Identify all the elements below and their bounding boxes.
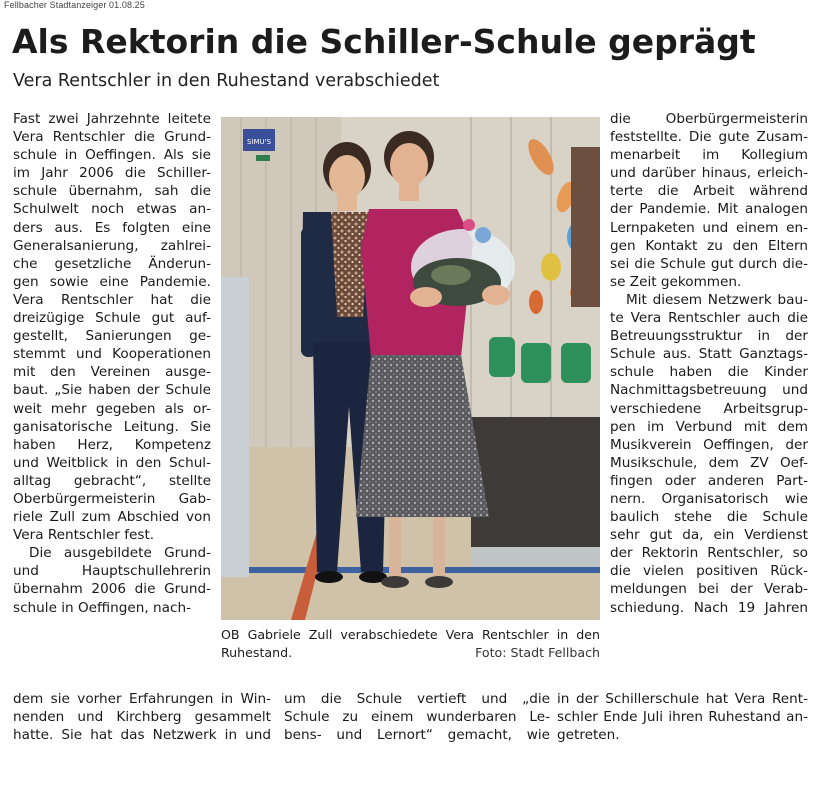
text-line: schule in Oeffingen, nach- <box>13 599 191 616</box>
text-line: Generalsanierung, zahlrei- <box>13 237 211 254</box>
text-line: der Rektorin Rentschler, so <box>610 545 808 562</box>
text-line: Fast zwei Jahrzehnte leitete <box>13 111 211 127</box>
text-line: riele Zull zum Abschied von <box>13 509 211 526</box>
text-line: Lernpaketen und einem en- <box>610 219 808 236</box>
text-line: dem sie vorher Erfahrungen in Win- <box>13 691 271 707</box>
text-line: nern. Organisatorisch wie <box>610 490 808 507</box>
text-line: te Vera Rentschler auch die <box>610 310 808 327</box>
text-line: ders aus. Es folgten eine <box>13 219 211 236</box>
text-line: gen sowie eine Pandemie. <box>13 273 211 290</box>
text-line: Oberbürgermeisterin Gab- <box>13 490 211 507</box>
text-line: feststellte. Die gute Zusam- <box>610 129 808 146</box>
photo-credit: Foto: Stadt Fellbach <box>475 644 600 660</box>
text-line: bens- und Lernort“ gemacht, wie <box>284 727 550 744</box>
text-line: Mit diesem Netzwerk bau- <box>626 291 808 308</box>
text-line: Schule aus. Statt Ganztags- <box>610 346 808 363</box>
text-line: der Pandemie. Mit analogen <box>610 201 808 218</box>
text-line: die vielen positiven Rück- <box>610 563 808 580</box>
photo-illustration <box>221 117 600 620</box>
text-line: dreizügige Schule gut auf- <box>13 310 211 327</box>
text-line: um die Schule vertieft und „die <box>284 691 550 707</box>
text-line: pen im Verbund mit dem <box>610 418 808 435</box>
column-1 <box>13 110 211 617</box>
text-line: Schulwelt noch etwas an- <box>13 201 211 218</box>
text-line: hatte. Sie hat das Netzwerk in und <box>13 727 271 744</box>
text-line: schiedung. Nach 19 Jahren <box>610 599 808 616</box>
text-line: und darüber hinaus, erleich- <box>610 165 808 182</box>
text-line: weit mehr gegeben als or- <box>13 400 211 417</box>
source-line: Fellbacher Stadtanzeiger 01.08.25 <box>4 0 145 10</box>
column-3-bottom <box>557 690 808 744</box>
caption-line <box>221 644 600 662</box>
text-line: Vera Rentschler hat die <box>13 291 211 308</box>
text-line: Vera Rentschler fest. <box>13 527 155 544</box>
column-2-bottom <box>284 690 550 744</box>
caption-line: OB Gabriele Zull verabschiedete Vera Rentschler in den <box>221 627 600 642</box>
text-line: se Zeit gekommen. <box>610 273 742 290</box>
text-line: terte die Arbeit während <box>610 183 808 200</box>
text-line: alltag gebracht“, stellte <box>13 472 211 489</box>
text-line: nenden und Kirchberg gesammelt <box>13 709 271 726</box>
column-3 <box>610 110 808 617</box>
text-line: übernahm 2006 die Grund- <box>13 581 211 598</box>
text-line: mit den Vereinen ausge- <box>13 364 211 381</box>
text-line: stemmt und Kooperationen <box>13 346 211 363</box>
caption-line-2: Ruhestand. <box>221 644 293 660</box>
text-line: ganisatorische Leitung. Sie <box>13 418 211 435</box>
text-line: baut. „Sie haben der Schule <box>13 382 211 399</box>
text-line: sei die Schule gut durch die- <box>610 255 808 272</box>
text-line: schule übernahm, sah die <box>13 183 211 200</box>
text-line: Musikschule, dem ZV Oef- <box>610 454 808 471</box>
article-photo <box>221 117 600 620</box>
text-line: Nachmittagsbetreuung und <box>610 382 808 399</box>
text-line: im Jahr 2006 die Schiller- <box>13 165 211 182</box>
text-line: schule haben die Kinder <box>610 364 808 381</box>
text-line: gestellt, Sanierungen ge- <box>13 328 211 345</box>
text-line: gen Kontakt zu den Eltern <box>610 237 808 254</box>
text-line: Vera Rentschler die Grund- <box>13 129 211 146</box>
text-line: die Oberbürgermeisterin <box>610 111 808 127</box>
text-line: verschiedene Arbeitsgrup- <box>610 400 808 417</box>
text-line: Musikverein Oeffingen, der <box>610 436 808 453</box>
text-line: und Hauptschullehrerin <box>13 563 211 580</box>
text-line: getreten. <box>557 727 620 744</box>
text-line: in der Schillerschule hat Vera Rent- <box>557 691 808 707</box>
text-line: schler Ende Juli ihren Ruhestand an- <box>557 709 808 726</box>
text-line: haben Herz, Kompetenz <box>13 436 211 453</box>
wall-poster-label: SIMU'S <box>246 138 272 146</box>
text-line: schule in Oeffingen. Als sie <box>13 147 211 164</box>
text-line: Die ausgebildete Grund- <box>29 545 211 562</box>
text-line: che gesetzliche Änderun- <box>13 255 211 272</box>
text-line: Schule zu einem wunderbaren Le- <box>284 709 550 726</box>
text-line: sehr gut da, ein Verdienst <box>610 527 808 544</box>
headline: Als Rektorin die Schiller-Schule geprägt <box>12 22 756 61</box>
column-1-bottom <box>13 690 271 744</box>
photo-caption <box>221 626 600 661</box>
subheadline: Vera Rentschler in den Ruhestand verabschiedet <box>13 71 440 91</box>
text-line: menarbeit im Kollegium <box>610 147 808 164</box>
text-line: fingen oder anderen Part- <box>610 472 808 489</box>
text-line: und Weitblick in den Schul- <box>13 454 211 471</box>
text-line: Betreuungsstruktur in der <box>610 328 808 345</box>
text-line: meldungen bei der Verab- <box>610 581 808 598</box>
text-line: baulich stehe die Schule <box>610 509 808 526</box>
